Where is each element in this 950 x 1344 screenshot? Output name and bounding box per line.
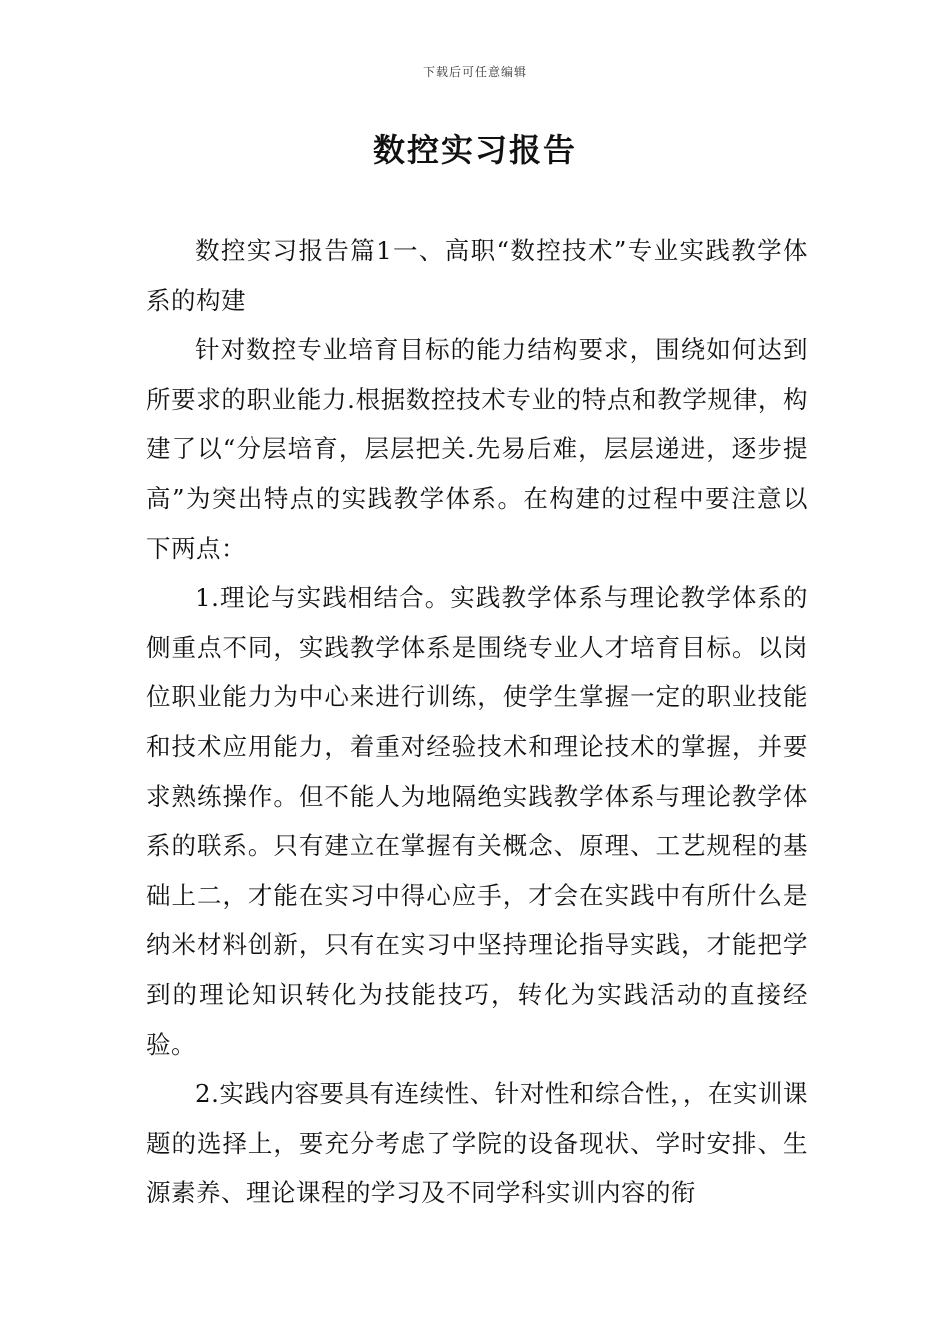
paragraph-point-1: 1.理论与实践相结合。实践教学体系与理论教学体系的侧重点不同，实践教学体系是围绕专业人才培育目标。以岗位职业能力为中心来进行训练，使学生掌握一定的职业技能和技术应用能力，着重对经验技术和理论技术的掌握，并要求熟练操作。但不能人为地隔绝实践教学体系与理论教学体系的联系。只有建立在掌握有关概念、原理、工艺规程的基础上二，才能在实习中得心应手，才会在实践中有所什么是纳米材料创新，只有在实习中坚持理论指导实践，才能把学到的理论知识转化为技能技巧，转化为实践活动的直接经验。 — [146, 583, 808, 1059]
page-header-note: 下载后可任意编辑 — [422, 65, 527, 79]
paragraph-point-2: 2.实践内容要具有连续性、针对性和综合性，，在实训课题的选择上，要充分考虑了学院的设备现状、学时安排、生源素养、理论课程的学习及不同学科实训内容的衔 — [146, 1079, 808, 1208]
paragraph-section-heading: 数控实习报告篇1一、高职“数控技术”专业实践教学体系的构建 — [146, 236, 808, 315]
paragraph-intro: 针对数控专业培育目标的能力结构要求，围绕如何达到所要求的职业能力.根据数控技术专业的特点和教学规律，构建了以“分层培育，层层把关.先易后难，层层递进，逐步提高”为突出特点的实践教学体系。在构建的过程中要注意以下两点： — [146, 335, 808, 563]
document-body — [146, 226, 808, 1218]
document-title: 数控实习报告 — [372, 131, 577, 169]
